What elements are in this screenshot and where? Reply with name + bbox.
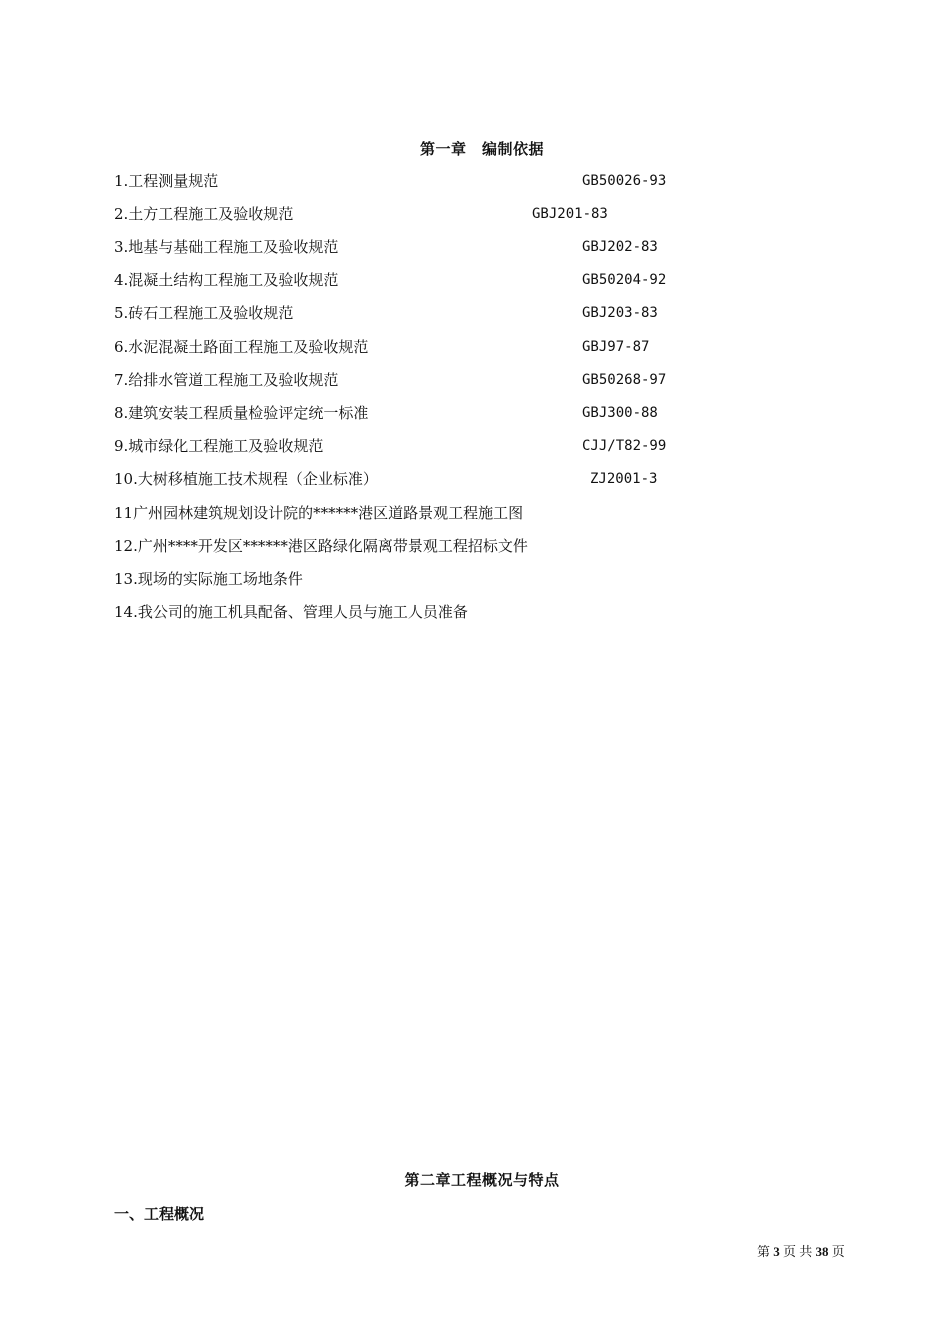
reference-label: 4.混凝土结构工程施工及验收规范 xyxy=(114,271,339,289)
reference-code: CJJ/T82-99 xyxy=(582,438,667,454)
reference-label: 5.砖石工程施工及验收规范 xyxy=(114,304,294,322)
reference-label: 12.广州****开发区******港区路绿化隔离带景观工程招标文件 xyxy=(114,537,528,555)
reference-code: GBJ203-83 xyxy=(582,305,658,321)
reference-label: 1.工程测量规范 xyxy=(114,172,219,190)
footer-prefix: 第 xyxy=(757,1244,771,1259)
reference-label: 2.土方工程施工及验收规范 xyxy=(114,205,294,223)
chapter-1-title: 第一章 编制依据 xyxy=(419,140,544,158)
reference-code: GBJ300-88 xyxy=(582,405,658,421)
section-heading: 一、工程概况 xyxy=(114,1205,205,1223)
page-footer xyxy=(757,1241,845,1260)
footer-mid: 页 共 xyxy=(783,1244,813,1259)
reference-code: GB50204-92 xyxy=(582,272,667,288)
reference-code: GBJ97-87 xyxy=(582,339,650,355)
current-page-number: 3 xyxy=(773,1244,780,1259)
reference-label: 3.地基与基础工程施工及验收规范 xyxy=(114,238,339,256)
reference-label: 14.我公司的施工机具配备、管理人员与施工人员准备 xyxy=(114,603,468,621)
reference-label: 8.建筑安装工程质量检验评定统一标准 xyxy=(114,404,369,422)
footer-suffix: 页 xyxy=(831,1244,845,1259)
total-page-count: 38 xyxy=(815,1244,829,1259)
chapter-2-title: 第二章工程概况与特点 xyxy=(404,1171,560,1189)
reference-label: 9.城市绿化工程施工及验收规范 xyxy=(114,437,324,455)
reference-label: 11广州园林建筑规划设计院的******港区道路景观工程施工图 xyxy=(114,504,524,522)
reference-code: GBJ201-83 xyxy=(532,206,608,222)
reference-code: GB50268-97 xyxy=(582,372,667,388)
reference-code: GB50026-93 xyxy=(582,173,667,189)
reference-code: ZJ2001-3 xyxy=(590,471,658,487)
reference-label: 13.现场的实际施工场地条件 xyxy=(114,570,303,588)
reference-label: 6.水泥混凝土路面工程施工及验收规范 xyxy=(114,338,369,356)
reference-code: GBJ202-83 xyxy=(582,239,658,255)
reference-label: 7.给排水管道工程施工及验收规范 xyxy=(114,371,339,389)
reference-label: 10.大树移植施工技术规程（企业标准） xyxy=(114,470,378,488)
